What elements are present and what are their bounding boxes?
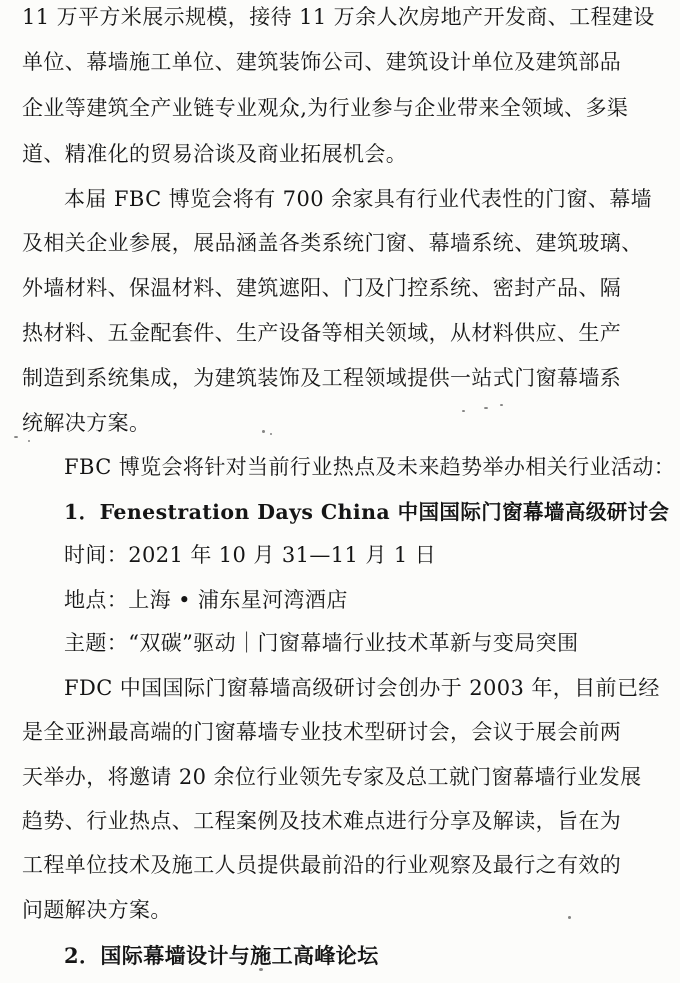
scan-speck xyxy=(259,968,263,971)
text-line: 天举办，将邀请 20 余位行业领先专家及总工就门窗幕墙行业发展 xyxy=(22,765,642,789)
scan-speck xyxy=(14,436,18,438)
event-venue: 地点：上海 • 浦东星河湾酒店 xyxy=(64,588,348,612)
scan-speck xyxy=(500,404,503,406)
text-line: 制造到系统集成，为建筑装饰及工程领域提供一站式门窗幕墙系 xyxy=(22,366,622,390)
scan-speck xyxy=(270,433,272,435)
text-line: 单位、幕墙施工单位、建筑装饰公司、建筑设计单位及建筑部品 xyxy=(22,50,622,74)
scan-speck xyxy=(28,440,30,442)
scan-speck xyxy=(462,410,465,412)
scan-speck xyxy=(484,407,488,409)
section-heading-curtain-wall-forum: 2．国际幕墙设计与施工高峰论坛 xyxy=(64,943,379,968)
scan-speck xyxy=(262,430,265,433)
text-line: 趋势、行业热点、工程案例及技术难点进行分享及解读，旨在为 xyxy=(22,809,622,833)
event-time: 时间：2021 年 10 月 31—11 月 1 日 xyxy=(64,543,437,567)
text-line: 企业等建筑全产业链专业观众,为行业参与企业带来全领域、多渠 xyxy=(22,96,629,120)
text-line: 热材料、五金配套件、生产设备等相关领域，从材料供应、生产 xyxy=(22,321,622,345)
text-line: 问题解决方案。 xyxy=(22,898,172,922)
text-line: 11 万平方米展示规模，接待 11 万余人次房地产开发商、工程建设 xyxy=(22,5,655,29)
paragraph-activities-intro: FBC 博览会将针对当前行业热点及未来趋势举办相关行业活动： xyxy=(64,455,676,479)
text-line: 及相关企业参展，展品涵盖各类系统门窗、幕墙系统、建筑玻璃、 xyxy=(22,231,643,255)
text-line: 外墙材料、保温材料、建筑遮阳、门及门控系统、密封产品、隔 xyxy=(22,276,622,300)
text-line: FDC 中国国际门窗幕墙高级研讨会创办于 2003 年，目前已经 xyxy=(64,676,660,700)
text-line: 工程单位技术及施工人员提供最前沿的行业观察及最行之有效的 xyxy=(22,853,622,877)
text-line: 统解决方案。 xyxy=(22,411,151,435)
event-theme: 主题：“双碳”驱动｜门窗幕墙行业技术革新与变局突围 xyxy=(64,631,579,655)
text-line: 道、精准化的贸易洽谈及商业拓展机会。 xyxy=(22,142,408,166)
scan-speck xyxy=(568,916,571,919)
text-line: 是全亚洲最高端的门窗幕墙专业技术型研讨会，会议于展会前两 xyxy=(22,720,622,744)
section-heading: 1．Fenestration Days China 中国国际门窗幕墙高级研讨会 xyxy=(64,500,670,524)
text-line: 本届 FBC 博览会将有 700 余家具有行业代表性的门窗、幕墙 xyxy=(64,187,653,211)
